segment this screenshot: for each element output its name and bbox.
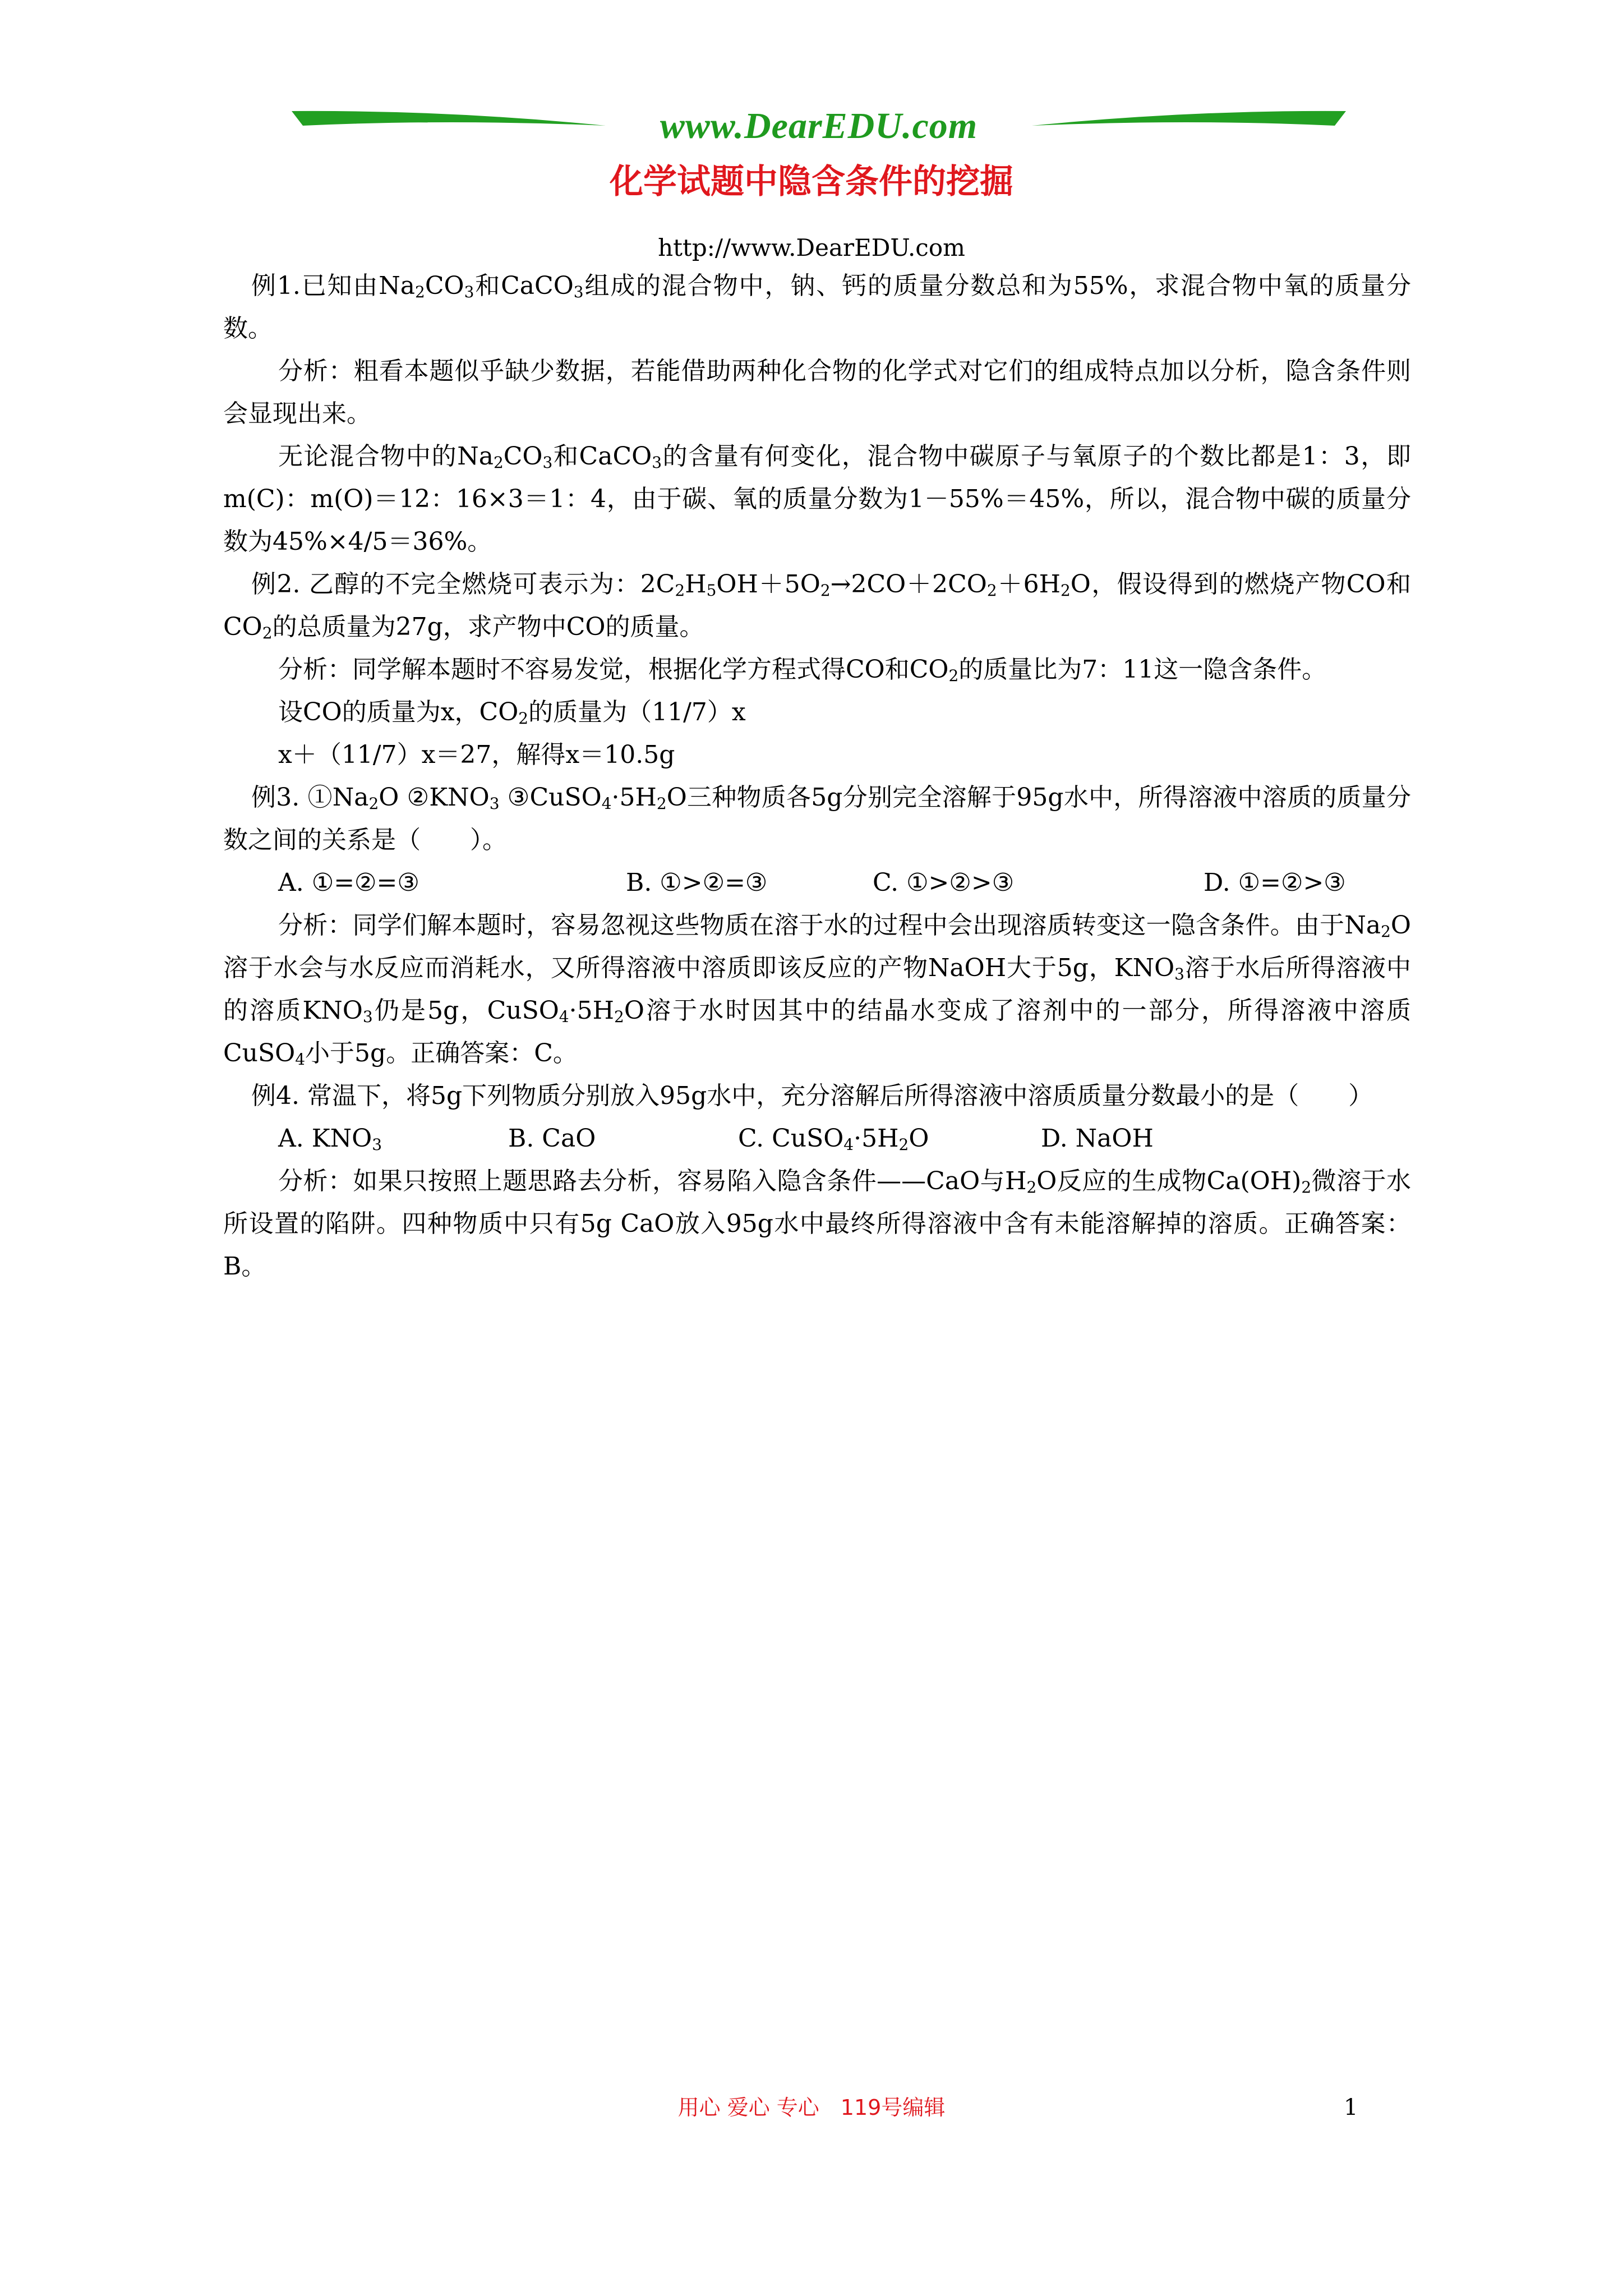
option-c: C. ①>②>③ bbox=[873, 868, 1015, 897]
document-body bbox=[223, 265, 1411, 1288]
example-1-analysis: 分析：粗看本题似乎缺少数据，若能借助两种化合物的化学式对它们的组成特点加以分析，隐含条件则会显现出来。 bbox=[223, 357, 1411, 428]
example-4-analysis: 分析：如果只按照上题思路去分析，容易陷入隐含条件——CaO与$H_2O$反应的生成物$Ca(OH)_2$微溶于水所设置的陷阱。四种物质中只有5g CaO放入95g水中最终所得溶液中含有未能溶解掉的溶质。正确答案：B。 bbox=[223, 1167, 1412, 1281]
example-3-analysis: 分析：同学们解本题时，容易忽视这些物质在溶于水的过程中会出现溶质转变这一隐含条件。由于$Na_2O$溶于水会与水反应而消耗水，又所得溶液中溶质即该反应的产物NaOH大于5g，$KNO_3$溶于水后所得溶液中的溶质$KNO_3$仍是5g，$CuSO_4\cdot 5H_2O$溶于水时因其中的结晶水变成了溶剂中的一部分，所得溶液中溶质CuSO$_4$小于5g。正确答案：C。 bbox=[223, 911, 1411, 1069]
option-d: D. ①=②>③ bbox=[1204, 868, 1346, 897]
option-b: B. ①>②=③ bbox=[626, 868, 768, 897]
option-b: B. CaO bbox=[508, 1124, 596, 1153]
banner-logo-text: www.DearEDU.com bbox=[660, 105, 978, 146]
option-a: A. $KNO_3$ bbox=[278, 1124, 382, 1154]
example-2-analysis: 分析：同学解本题时不容易发觉，根据化学方程式得CO和$CO_2$的质量比为7：11这一隐含条件。 bbox=[278, 655, 1327, 685]
example-3-question: 例3. $①Na_2O$ $②KNO_3$ $③CuSO_4\cdot 5H_2O$三种物质各5g分别完全溶解于95g水中，所得溶液中溶质的质量分数之间的关系是（ ）。 bbox=[223, 783, 1412, 854]
example-2-calc-line-1: 设CO的质量为x，$CO_2$的质量为（11/7）x bbox=[278, 698, 746, 728]
source-url: http://www.DearEDU.com bbox=[658, 234, 965, 261]
example-3-options bbox=[223, 862, 1411, 904]
page-title: 化学试题中隐含条件的挖掘 bbox=[610, 162, 1013, 201]
example-2-question: 例2. 乙醇的不完全燃烧可表示为：$2C_2H_5OH+5O_2\to 2CO+2CO_2+6H_2O$，假设得到的燃烧产物CO和$CO_2$的总质量为27g，求产物中CO的质量。 bbox=[223, 570, 1411, 642]
example-2-calc-line-2: x＋（11/7）x＝27，解得x＝10.5g bbox=[278, 740, 675, 769]
option-a: A. ①=②=③ bbox=[278, 868, 419, 897]
page-footer: 用心 爱心 专心 119号编辑 bbox=[677, 2095, 946, 2120]
example-1-question: 例1.已知由$Na_2CO_3$和CaCO$_3$组成的混合物中，钠、钙的质量分数总和为55%，求混合物中氧的质量分数。 bbox=[223, 272, 1412, 343]
option-c: C. $CuSO_4\cdot 5H_2O$ bbox=[738, 1124, 929, 1154]
option-d: D. NaOH bbox=[1041, 1124, 1154, 1153]
site-banner bbox=[292, 101, 1346, 151]
example-1-solution: 无论混合物中的$Na_2CO_3$和CaCO$_3$的含量有何变化，混合物中碳原子与氧原子的个数比都是1：3，即m(C)：m(O)＝12：16×3＝1：4，由于碳、氧的质量分数为1－55%＝45%，所以，混合物中碳的质量分数为45%×4/5＝36%。 bbox=[223, 442, 1411, 556]
example-4-question: 例4. 常温下，将5g下列物质分别放入95g水中，充分溶解后所得溶液中溶质质量分数最小的是（ ） bbox=[251, 1082, 1373, 1110]
page-number: 1 bbox=[1344, 2095, 1358, 2120]
example-4-options bbox=[223, 1117, 1411, 1160]
